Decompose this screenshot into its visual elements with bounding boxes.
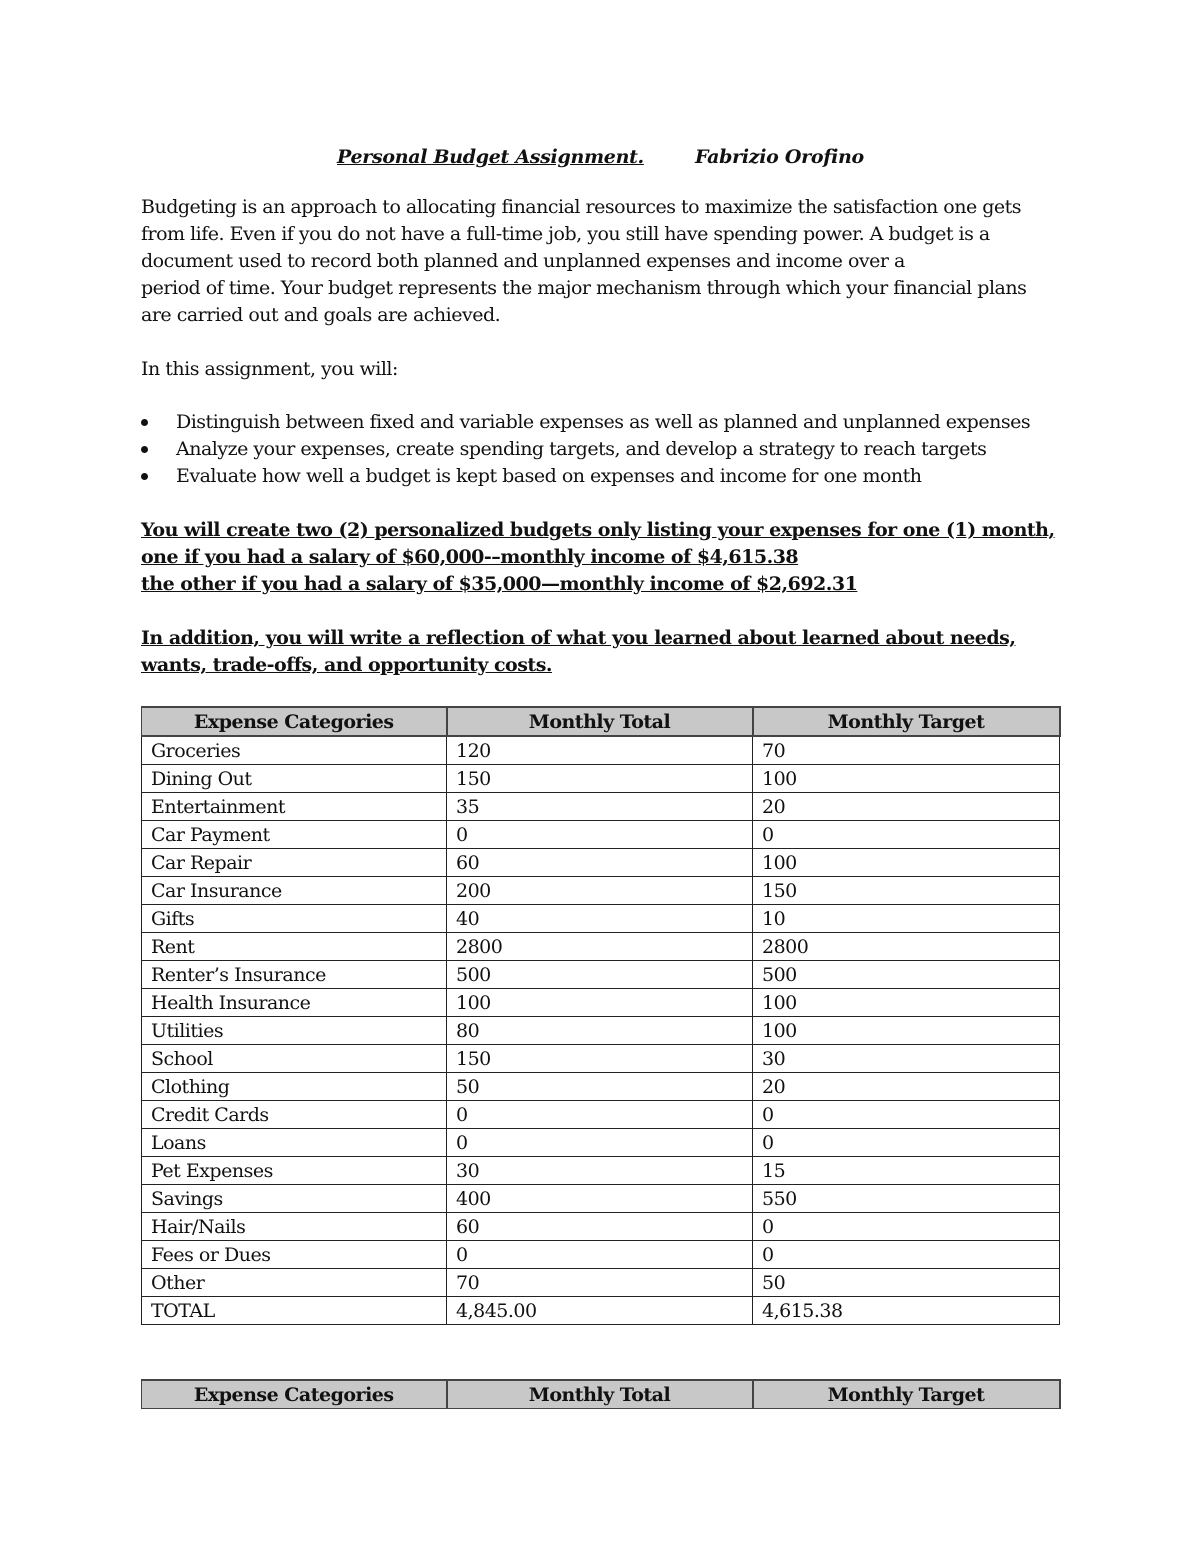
monthly-total-cell: 400 [447, 1185, 753, 1213]
table-row [142, 1241, 1060, 1269]
reflection-line: In addition, you will write a reflection of what you learned about learned about needs, [141, 627, 1016, 649]
monthly-total-cell: 50 [447, 1073, 753, 1101]
category-cell: Renter’s Insurance [142, 961, 447, 989]
category-cell: Gifts [142, 905, 447, 933]
category-cell: Fees or Dues [142, 1241, 447, 1269]
document-page [141, 140, 1061, 1409]
category-cell: Loans [142, 1129, 447, 1157]
monthly-total-cell: 60 [447, 849, 753, 877]
author-name: Fabrizio Orofino [695, 146, 864, 168]
monthly-target-cell: 2800 [753, 933, 1060, 961]
monthly-total-cell: 70 [447, 1269, 753, 1297]
monthly-total-cell: 40 [447, 905, 753, 933]
monthly-target-cell: 30 [753, 1045, 1060, 1073]
intro-line: document used to record both planned and unplanned expenses and income over a [141, 250, 905, 272]
category-cell: Groceries [142, 736, 447, 765]
monthly-target-cell: 0 [753, 1129, 1060, 1157]
budget-table-35k-wrapper [141, 1379, 1061, 1409]
monthly-total-cell: 0 [447, 1241, 753, 1269]
monthly-target-cell: 0 [753, 1213, 1060, 1241]
category-cell: Entertainment [142, 793, 447, 821]
table-row [142, 849, 1060, 877]
monthly-total-cell: 80 [447, 1017, 753, 1045]
table-row [142, 1017, 1060, 1045]
monthly-target-cell: 0 [753, 1101, 1060, 1129]
task-instructions [141, 517, 1061, 598]
monthly-total-cell: 200 [447, 877, 753, 905]
monthly-total-cell: 2800 [447, 933, 753, 961]
monthly-total-cell: 0 [447, 821, 753, 849]
monthly-total-cell: 150 [447, 1045, 753, 1073]
task-line: You will create two (2) personalized budgets only listing your expenses for one (1) month, [141, 519, 1055, 541]
intro-line: are carried out and goals are achieved. [141, 304, 501, 326]
column-header-total: Monthly Total [447, 707, 753, 736]
category-cell: Savings [142, 1185, 447, 1213]
column-header-category: Expense Categories [142, 1380, 447, 1409]
objectives-list [141, 409, 1061, 490]
monthly-total-cell: 0 [447, 1101, 753, 1129]
table-row [142, 1185, 1060, 1213]
category-cell: Health Insurance [142, 989, 447, 1017]
table-row [142, 1269, 1060, 1297]
table-row [142, 821, 1060, 849]
monthly-target-cell: 100 [753, 849, 1060, 877]
monthly-target-cell: 0 [753, 1241, 1060, 1269]
monthly-target-cell: 20 [753, 1073, 1060, 1101]
monthly-target-cell: 4,615.38 [753, 1297, 1060, 1325]
budget-table-35k [141, 1379, 1061, 1409]
monthly-target-cell: 150 [753, 877, 1060, 905]
table-row [142, 793, 1060, 821]
list-item-text: Distinguish between fixed and variable expenses as well as planned and unplanned expenses [176, 411, 1031, 433]
table-header-row [142, 707, 1060, 736]
document-title: Personal Budget Assignment. [337, 146, 644, 168]
table-row [142, 1213, 1060, 1241]
table-row [142, 989, 1060, 1017]
monthly-total-cell: 0 [447, 1129, 753, 1157]
category-cell: TOTAL [142, 1297, 447, 1325]
list-item [141, 463, 1061, 490]
monthly-target-cell: 100 [753, 765, 1060, 793]
monthly-target-cell: 15 [753, 1157, 1060, 1185]
table-row [142, 765, 1060, 793]
table-row [142, 1157, 1060, 1185]
table-row [142, 736, 1060, 765]
list-item-text: Analyze your expenses, create spending targets, and develop a strategy to reach targets [176, 438, 987, 460]
category-cell: Credit Cards [142, 1101, 447, 1129]
table-row [142, 1073, 1060, 1101]
table-row [142, 905, 1060, 933]
table-row [142, 1297, 1060, 1325]
category-cell: Utilities [142, 1017, 447, 1045]
task-line: the other if you had a salary of $35,000—monthly income of $2,692.31 [141, 573, 858, 595]
list-item-text: Evaluate how well a budget is kept based on expenses and income for one month [176, 465, 922, 487]
monthly-total-cell: 4,845.00 [447, 1297, 753, 1325]
category-cell: Clothing [142, 1073, 447, 1101]
monthly-total-cell: 35 [447, 793, 753, 821]
monthly-total-cell: 30 [447, 1157, 753, 1185]
column-header-total: Monthly Total [447, 1380, 753, 1409]
table-row [142, 1101, 1060, 1129]
monthly-total-cell: 60 [447, 1213, 753, 1241]
monthly-target-cell: 70 [753, 736, 1060, 765]
table-row [142, 1129, 1060, 1157]
bullet-icon [141, 446, 148, 453]
list-item [141, 436, 1061, 463]
category-cell: Pet Expenses [142, 1157, 447, 1185]
column-header-target: Monthly Target [753, 1380, 1060, 1409]
budget-table-60k-wrapper [141, 706, 1061, 1325]
monthly-target-cell: 550 [753, 1185, 1060, 1213]
category-cell: Car Insurance [142, 877, 447, 905]
task-line: one if you had a salary of $60,000-–monthly income of $4,615.38 [141, 546, 799, 568]
table-row [142, 1045, 1060, 1073]
category-cell: Other [142, 1269, 447, 1297]
monthly-target-cell: 100 [753, 1017, 1060, 1045]
monthly-target-cell: 50 [753, 1269, 1060, 1297]
monthly-total-cell: 500 [447, 961, 753, 989]
intro-line: from life. Even if you do not have a full-time job, you still have spending power. A budget is a [141, 223, 990, 245]
monthly-target-cell: 0 [753, 821, 1060, 849]
category-cell: Car Repair [142, 849, 447, 877]
monthly-total-cell: 120 [447, 736, 753, 765]
category-cell: Dining Out [142, 765, 447, 793]
intro-line: period of time. Your budget represents the major mechanism through which your financial plans [141, 277, 1027, 299]
bullet-icon [141, 419, 148, 426]
monthly-target-cell: 500 [753, 961, 1060, 989]
intro-paragraph [141, 194, 1061, 329]
title-line [141, 140, 1061, 172]
reflection-instructions [141, 625, 1061, 679]
table-row [142, 933, 1060, 961]
category-cell: Hair/Nails [142, 1213, 447, 1241]
budget-table-60k [141, 706, 1061, 1325]
column-header-target: Monthly Target [753, 707, 1060, 736]
monthly-total-cell: 150 [447, 765, 753, 793]
table-row [142, 877, 1060, 905]
intro-line: Budgeting is an approach to allocating financial resources to maximize the satisfaction one gets [141, 196, 1022, 218]
assignment-lead: In this assignment, you will: [141, 358, 398, 380]
bullet-icon [141, 473, 148, 480]
category-cell: Car Payment [142, 821, 447, 849]
table-header-row [142, 1380, 1060, 1409]
category-cell: School [142, 1045, 447, 1073]
monthly-target-cell: 10 [753, 905, 1060, 933]
column-header-category: Expense Categories [142, 707, 447, 736]
list-item [141, 409, 1061, 436]
monthly-target-cell: 20 [753, 793, 1060, 821]
monthly-target-cell: 100 [753, 989, 1060, 1017]
table-row [142, 961, 1060, 989]
category-cell: Rent [142, 933, 447, 961]
reflection-line: wants, trade-offs, and opportunity costs. [141, 654, 553, 676]
monthly-total-cell: 100 [447, 989, 753, 1017]
